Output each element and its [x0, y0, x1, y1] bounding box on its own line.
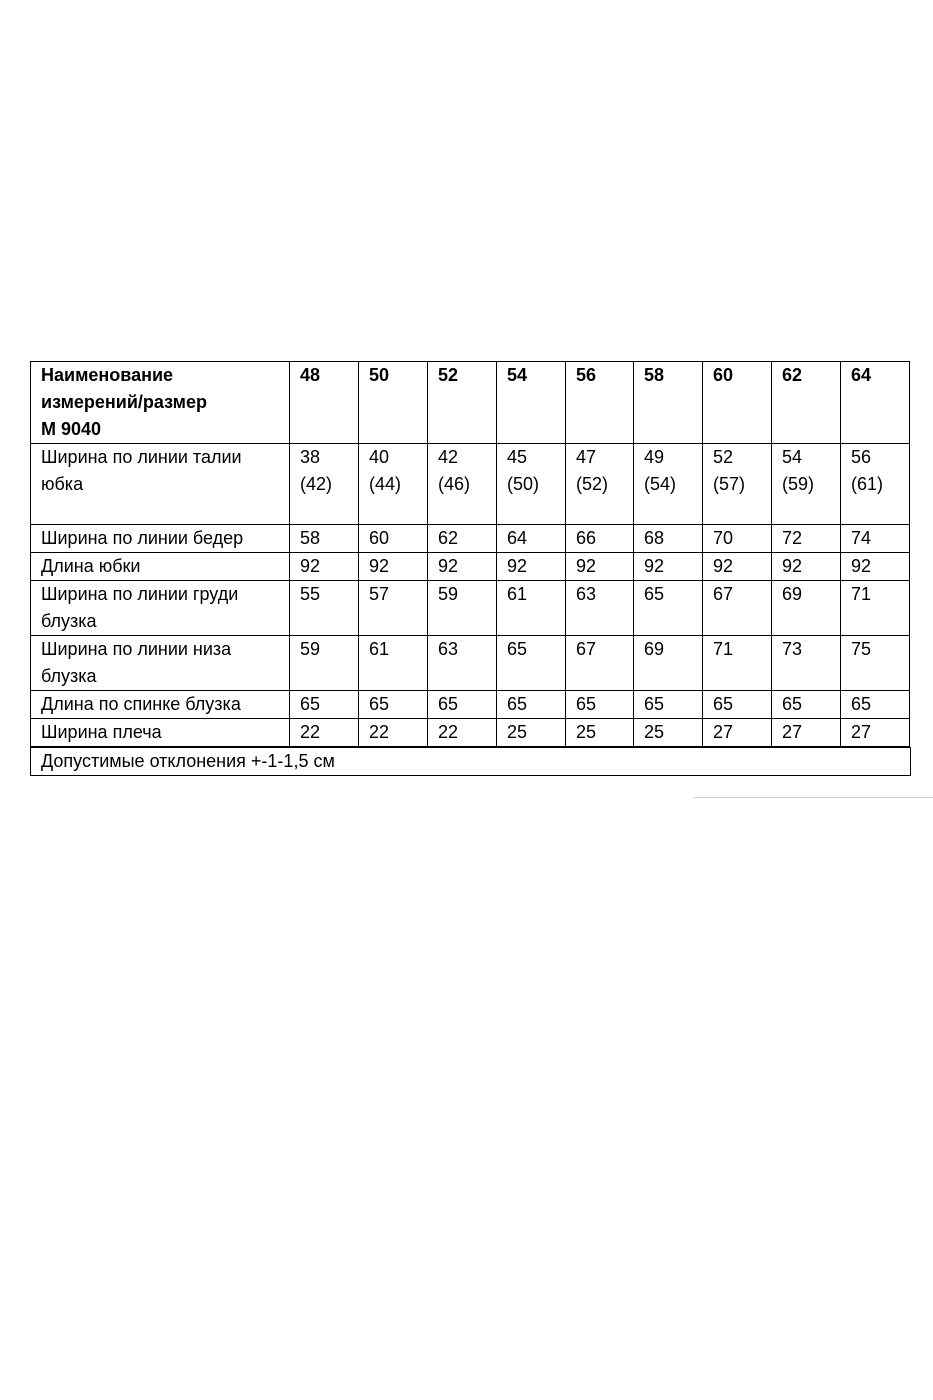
value-cell [772, 444, 841, 525]
value-cell [566, 444, 634, 525]
value-cell: 27 [841, 719, 910, 747]
value-alt: (46) [438, 474, 471, 494]
value-alt: (52) [576, 474, 609, 494]
value-cell: 92 [841, 553, 910, 581]
row-label-line2: блузка [41, 611, 97, 631]
value: 56 [851, 447, 872, 467]
value-cell: 25 [497, 719, 566, 747]
value-cell: 65 [428, 691, 497, 719]
value-cell: 92 [428, 553, 497, 581]
table-row-waist-skirt [31, 444, 910, 525]
size-header: 52 [428, 362, 497, 444]
value-cell: 92 [772, 553, 841, 581]
value-cell: 65 [634, 581, 703, 636]
value-cell: 27 [772, 719, 841, 747]
value-cell [841, 444, 910, 525]
value-alt: (61) [851, 474, 884, 494]
value-cell: 59 [290, 636, 359, 691]
value-cell: 63 [566, 581, 634, 636]
value-cell: 61 [497, 581, 566, 636]
value-alt: (50) [507, 474, 540, 494]
value-cell: 55 [290, 581, 359, 636]
row-label [31, 636, 290, 691]
value-cell: 65 [497, 691, 566, 719]
row-label-line1: Ширина по линии низа [41, 639, 232, 659]
size-header: 50 [359, 362, 428, 444]
size-header: 58 [634, 362, 703, 444]
value: 42 [438, 447, 459, 467]
value: 40 [369, 447, 390, 467]
value-alt: (44) [369, 474, 402, 494]
value-cell: 65 [290, 691, 359, 719]
row-label [31, 444, 290, 525]
value-cell: 67 [703, 581, 772, 636]
value-cell: 67 [566, 636, 634, 691]
value-cell: 22 [359, 719, 428, 747]
size-header: 56 [566, 362, 634, 444]
value-cell: 65 [566, 691, 634, 719]
value-cell: 22 [428, 719, 497, 747]
value-cell [290, 444, 359, 525]
value: 52 [713, 447, 734, 467]
row-label-line1: Ширина по линии груди [41, 584, 239, 604]
value-cell: 25 [566, 719, 634, 747]
value: 54 [782, 447, 803, 467]
value-cell: 57 [359, 581, 428, 636]
value-cell: 92 [359, 553, 428, 581]
value-cell [634, 444, 703, 525]
value-alt: (42) [300, 474, 333, 494]
size-chart-table [30, 361, 910, 747]
value-cell: 25 [634, 719, 703, 747]
row-label: Длина по спинке блузка [31, 691, 290, 719]
size-header: 54 [497, 362, 566, 444]
size-header: 60 [703, 362, 772, 444]
value-cell [428, 444, 497, 525]
size-header: 48 [290, 362, 359, 444]
value-alt: (59) [782, 474, 815, 494]
value-cell: 72 [772, 525, 841, 553]
row-label: Длина юбки [31, 553, 290, 581]
value-cell: 65 [634, 691, 703, 719]
table-row-skirt-length [31, 553, 910, 581]
divider-line [693, 797, 933, 798]
value-cell: 65 [359, 691, 428, 719]
value: 38 [300, 447, 321, 467]
value-cell: 22 [290, 719, 359, 747]
value: 47 [576, 447, 597, 467]
value-cell: 61 [359, 636, 428, 691]
value-cell: 65 [772, 691, 841, 719]
table-row-shoulder [31, 719, 910, 747]
value-cell: 73 [772, 636, 841, 691]
value-cell: 75 [841, 636, 910, 691]
value-cell: 27 [703, 719, 772, 747]
value-cell [359, 444, 428, 525]
header-model-number: М 9040 [41, 419, 102, 439]
value-cell: 62 [428, 525, 497, 553]
value-cell [497, 444, 566, 525]
value-alt: (57) [713, 474, 746, 494]
value-cell: 92 [634, 553, 703, 581]
value-cell: 64 [497, 525, 566, 553]
value-cell: 68 [634, 525, 703, 553]
value-cell: 66 [566, 525, 634, 553]
row-label: Ширина плеча [31, 719, 290, 747]
value-alt: (54) [644, 474, 677, 494]
value-cell: 63 [428, 636, 497, 691]
value-cell: 70 [703, 525, 772, 553]
size-header: 64 [841, 362, 910, 444]
table-row-chest-blouse [31, 581, 910, 636]
value-cell: 92 [497, 553, 566, 581]
size-header: 62 [772, 362, 841, 444]
value-cell: 71 [703, 636, 772, 691]
table-row-hips [31, 525, 910, 553]
value-cell: 92 [290, 553, 359, 581]
value-cell: 74 [841, 525, 910, 553]
table-row-back-length [31, 691, 910, 719]
value-cell: 60 [359, 525, 428, 553]
value-cell: 71 [841, 581, 910, 636]
row-label [31, 581, 290, 636]
value-cell: 58 [290, 525, 359, 553]
value-cell [703, 444, 772, 525]
row-label-line2: юбка [41, 474, 84, 494]
value: 49 [644, 447, 665, 467]
tolerance-note: Допустимые отклонения +-1-1,5 см [30, 747, 911, 776]
value-cell: 92 [703, 553, 772, 581]
value-cell: 65 [703, 691, 772, 719]
header-name-line2: измерений/размер [41, 392, 207, 412]
value-cell: 69 [772, 581, 841, 636]
value-cell: 65 [841, 691, 910, 719]
header-name-line1: Наименование [41, 365, 174, 385]
row-label-line2: блузка [41, 666, 97, 686]
value-cell: 59 [428, 581, 497, 636]
value-cell: 69 [634, 636, 703, 691]
row-label: Ширина по линии бедер [31, 525, 290, 553]
value-cell: 92 [566, 553, 634, 581]
value: 45 [507, 447, 528, 467]
value-cell: 65 [497, 636, 566, 691]
table-row-hem-blouse [31, 636, 910, 691]
row-label-line1: Ширина по линии талии [41, 447, 242, 467]
header-measurement-name [31, 362, 290, 444]
table-header-row [31, 362, 910, 444]
